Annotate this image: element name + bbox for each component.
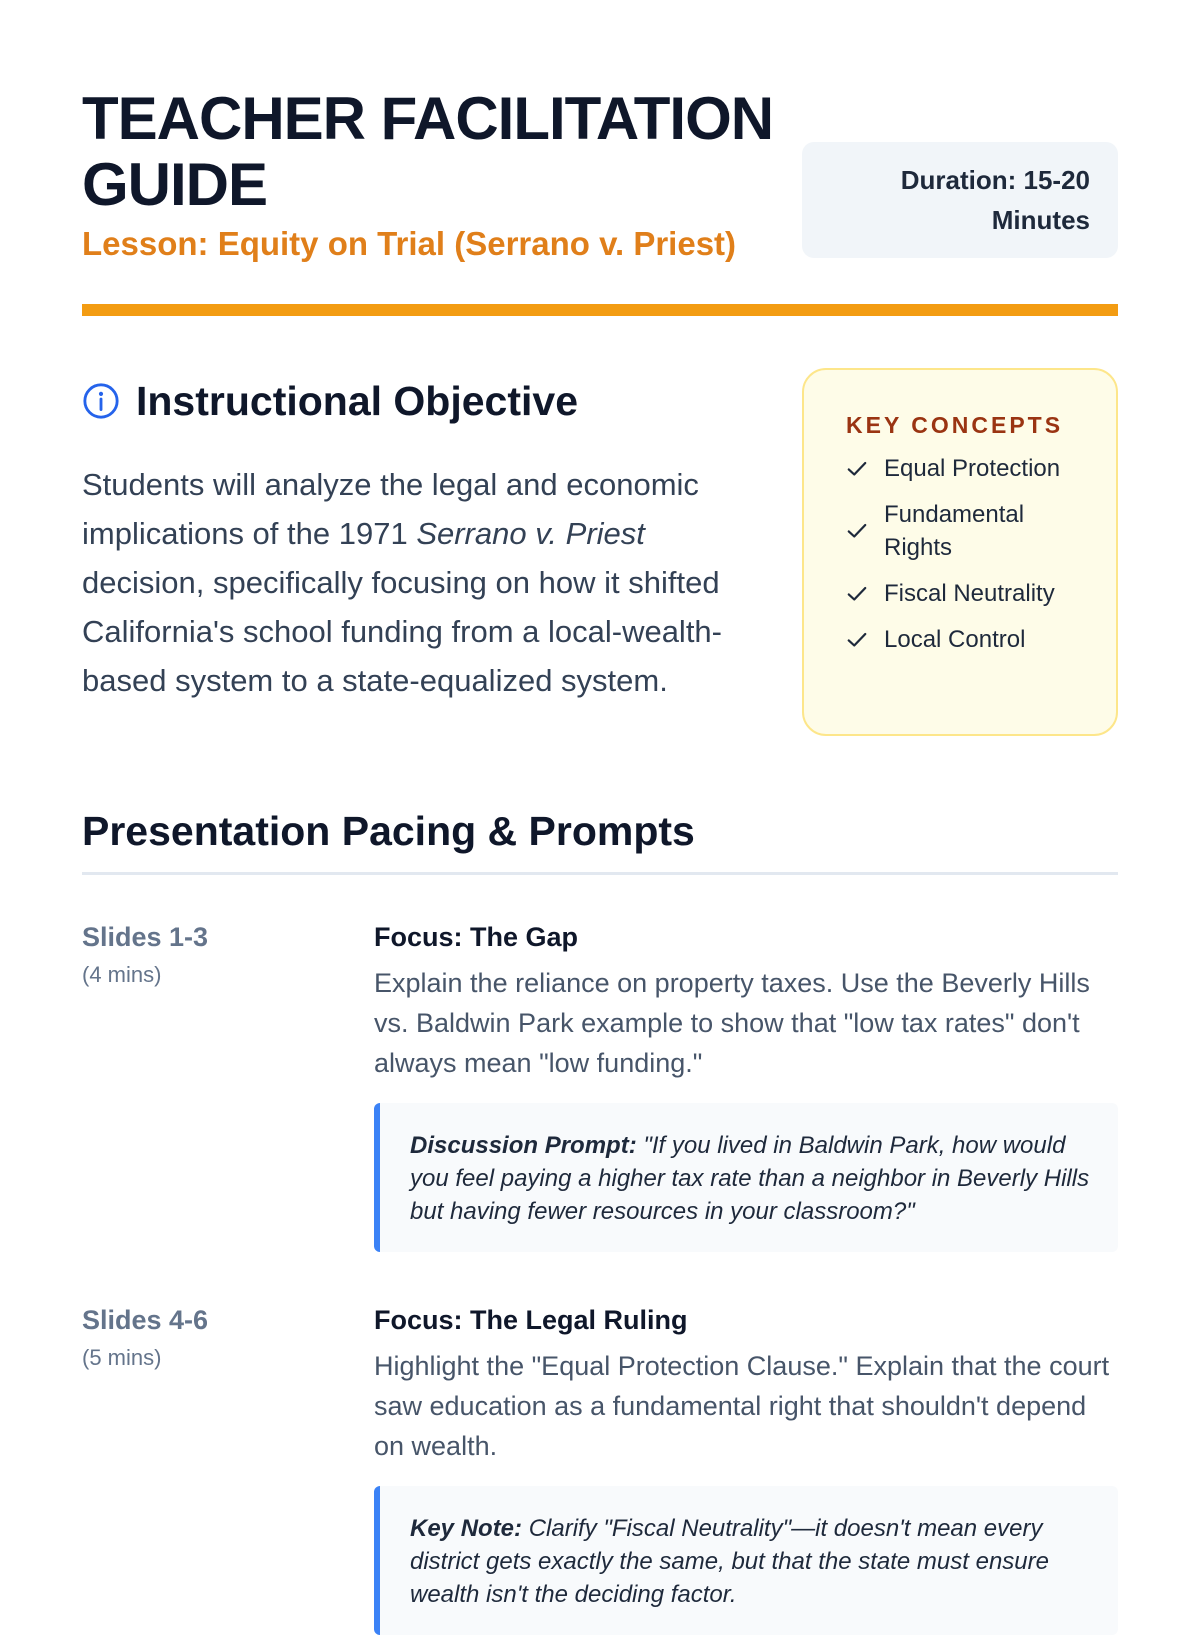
- instructional-objective: [82, 368, 742, 736]
- case-name: Serrano v. Priest: [416, 516, 645, 551]
- callout-text: "If you lived in Baldwin Park, how would you feel paying a higher tax rate than a neighbor in Beverly Hills but having fewer resources in your classroom?": [410, 1132, 1090, 1225]
- pacing-row: [82, 1302, 1118, 1635]
- concept-label: Fiscal Neutrality: [884, 580, 1055, 607]
- objective-text-part-1: Students will analyze the legal and economic implications of the 1971: [82, 467, 699, 551]
- callout-label: Key Note:: [410, 1515, 523, 1542]
- document-title: TEACHER FACILITATION GUIDE: [82, 85, 774, 218]
- slide-range: Slides 4-6: [82, 1305, 209, 1335]
- info-circle-icon: [82, 382, 120, 420]
- callout-label: Discussion Prompt:: [410, 1132, 637, 1159]
- focus-title: Focus: The Gap: [374, 922, 579, 952]
- guide-header: [82, 86, 1118, 316]
- key-concepts-list: [846, 452, 1086, 656]
- concept-item: [846, 498, 1086, 564]
- slide-range: Slides 1-3: [82, 922, 209, 952]
- objective-heading: [82, 376, 742, 426]
- concept-label: Fundamental Rights: [884, 501, 1025, 561]
- title-block: [82, 86, 782, 264]
- check-icon: [846, 520, 868, 542]
- focus-text: Highlight the "Equal Protection Clause." Explain that the court saw education as a fundamental right that shouldn't depend on wealth.: [374, 1351, 1110, 1461]
- slide-info: [82, 1302, 374, 1635]
- slide-time: (4 mins): [82, 962, 162, 987]
- concept-item: [846, 623, 1086, 656]
- pacing-heading: Presentation Pacing & Prompts: [82, 806, 1118, 875]
- slide-info: [82, 919, 374, 1252]
- focus-text: Explain the reliance on property taxes. Use the Beverly Hills vs. Baldwin Park example to show that "low tax rates" don't always mean "low funding.": [374, 968, 1090, 1078]
- pacing-section: [82, 806, 1118, 1635]
- pacing-content: [374, 919, 1118, 1252]
- slide-time: (5 mins): [82, 1345, 162, 1370]
- concept-label: Equal Protection: [884, 455, 1061, 482]
- pacing-content: [374, 1302, 1118, 1635]
- key-concepts-card: [802, 368, 1118, 736]
- check-icon: [846, 458, 868, 480]
- discussion-prompt-callout: [374, 1103, 1118, 1252]
- check-icon: [846, 629, 868, 651]
- key-concepts-title: KEY CONCEPTS: [846, 412, 1064, 438]
- lesson-subtitle: Lesson: Equity on Trial (Serrano v. Priest): [82, 225, 737, 262]
- concept-item: [846, 452, 1086, 485]
- objective-text-part-2: decision, specifically focusing on how it shifted California's school funding from a local-wealth-based system to a state-equalized system.: [82, 565, 722, 698]
- pacing-row: [82, 919, 1118, 1252]
- objective-text: [82, 460, 742, 705]
- key-note-callout: [374, 1486, 1118, 1635]
- check-icon: [846, 583, 868, 605]
- objective-heading-text: Instructional Objective: [136, 378, 578, 424]
- concept-item: [846, 577, 1086, 610]
- focus-title: Focus: The Legal Ruling: [374, 1305, 688, 1335]
- callout-text: Clarify "Fiscal Neutrality"—it doesn't mean every district gets exactly the same, but that the state must ensure wealth isn't the deciding factor.: [410, 1515, 1049, 1608]
- objective-section: [82, 368, 1118, 736]
- duration-badge: Duration: 15-20 Minutes: [802, 142, 1118, 258]
- concept-label: Local Control: [884, 626, 1026, 653]
